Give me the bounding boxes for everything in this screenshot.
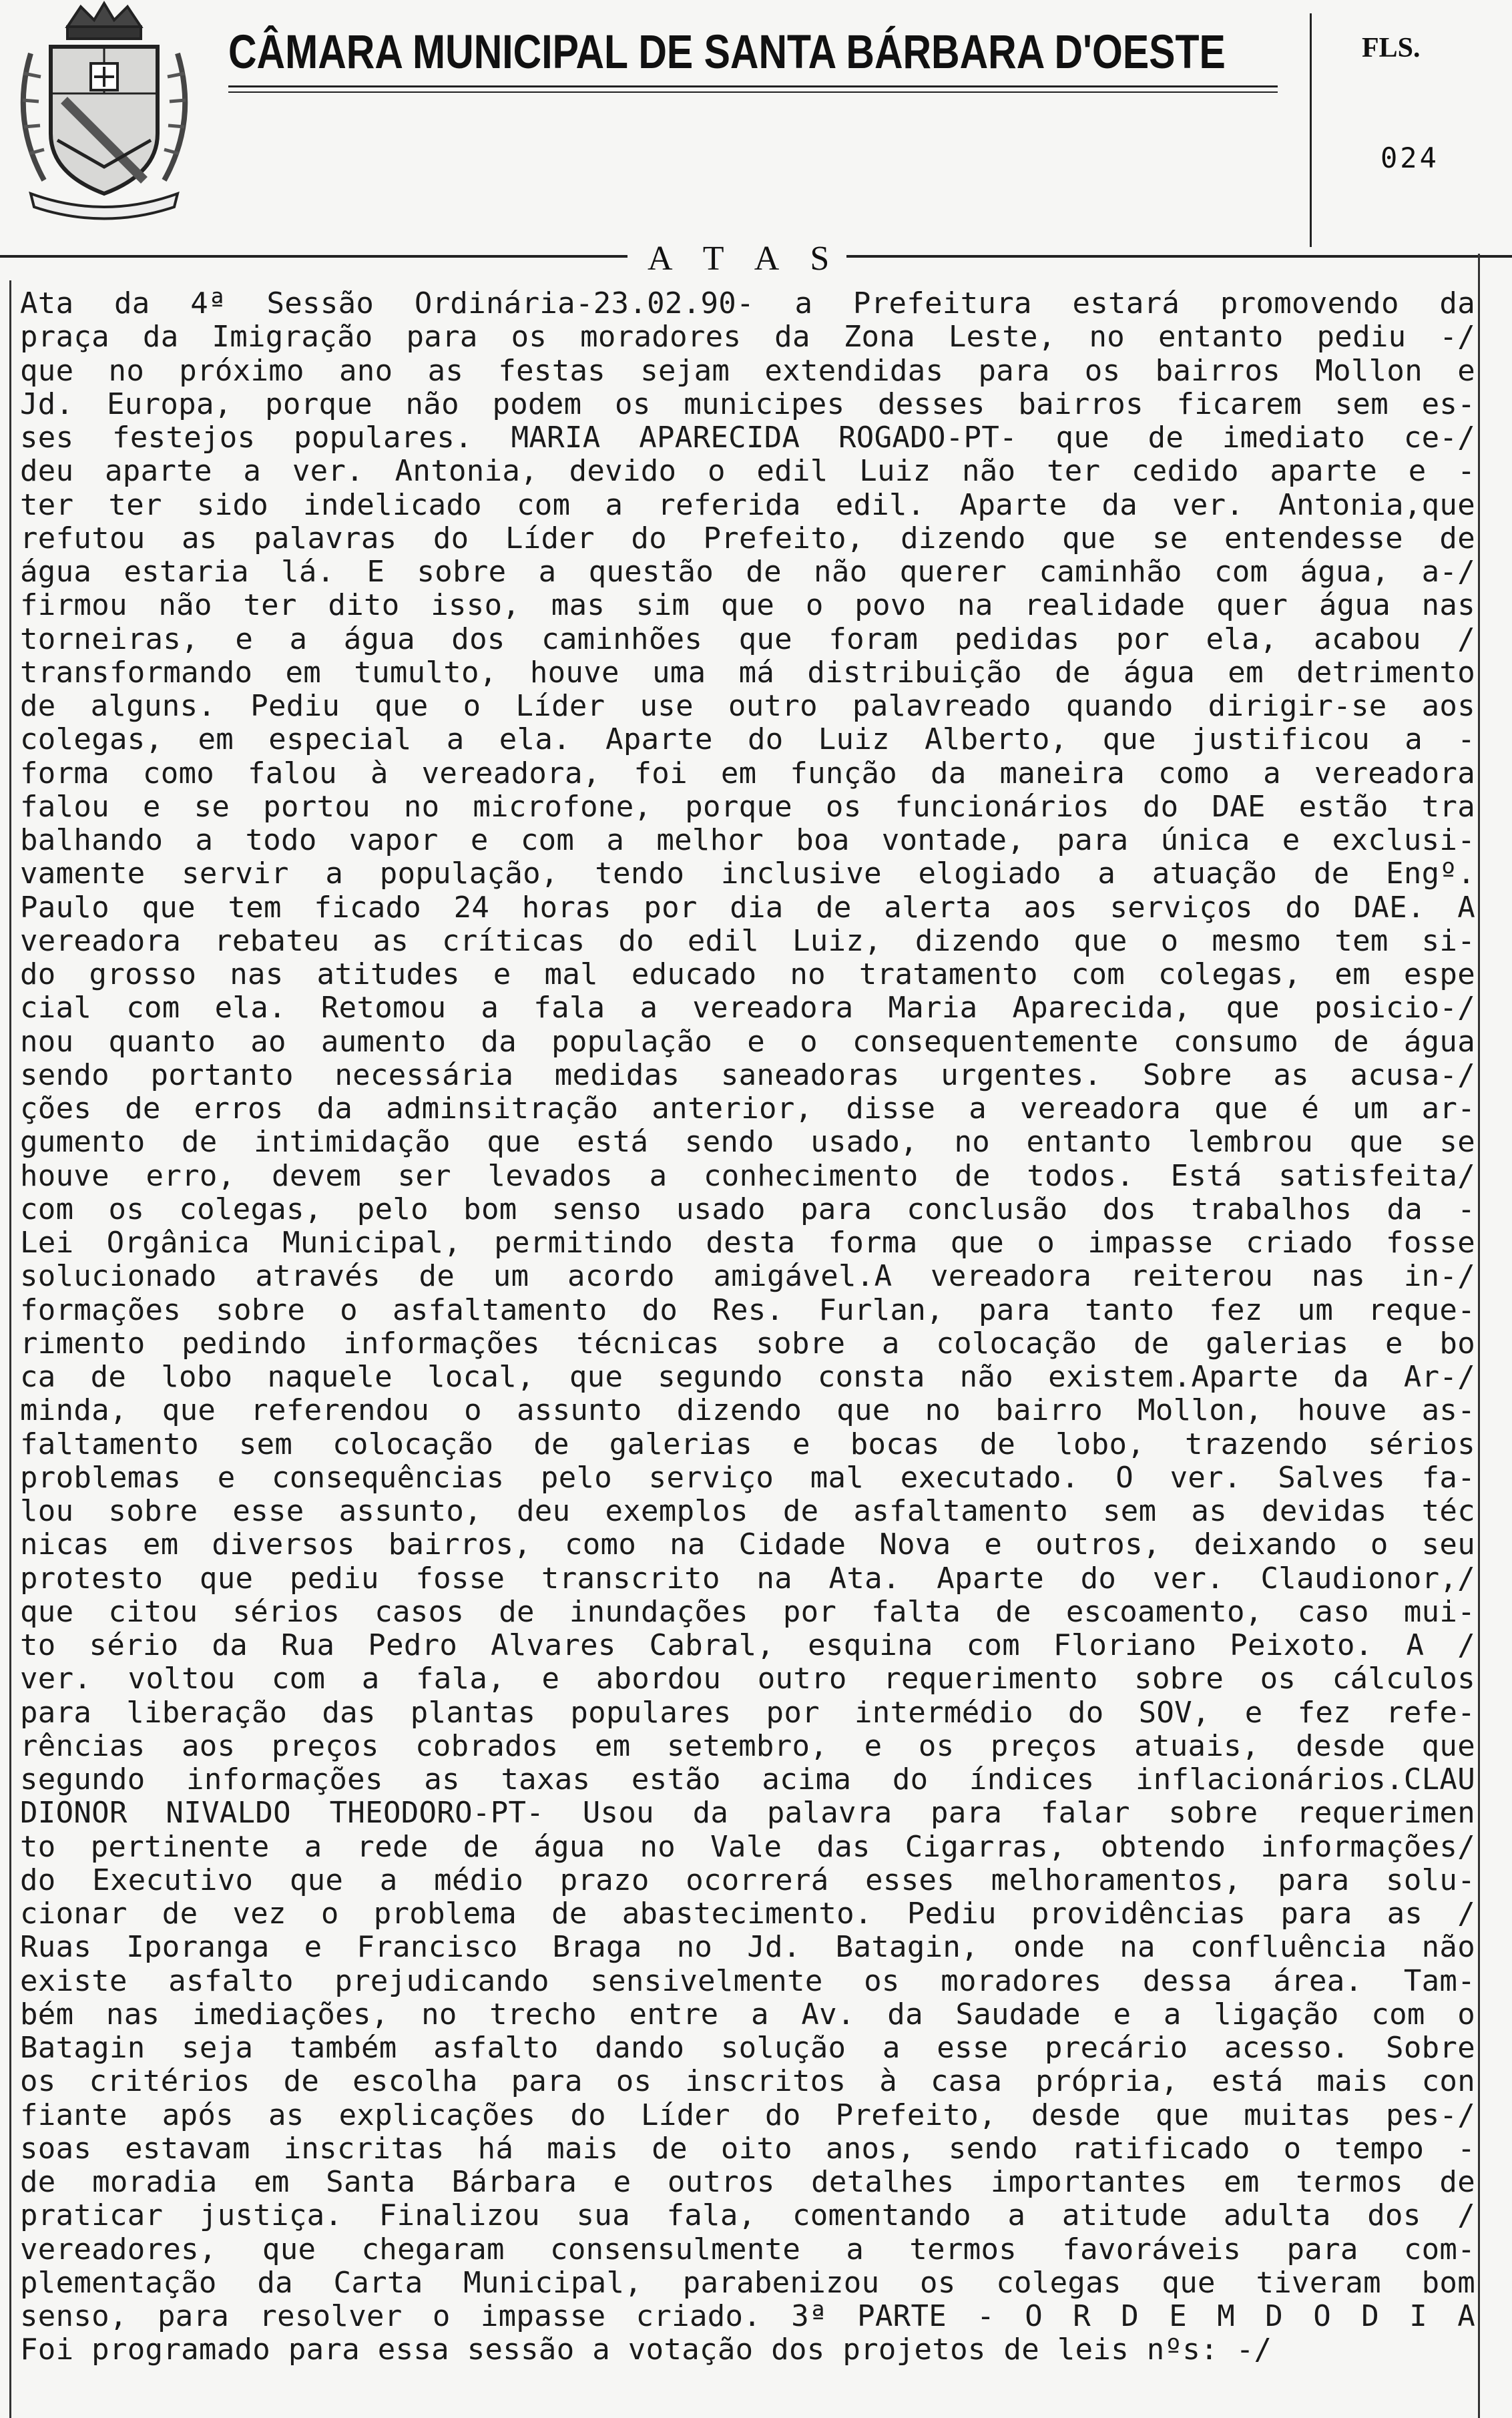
text-line: forma como falou à vereadora, foi em função da maneira como a vereadora — [20, 756, 1475, 790]
text-line: vereadora rebateu as críticas do edil Luiz, dizendo que o mesmo tem si- — [20, 924, 1475, 958]
text-line: fiante após as explicações do Líder do Prefeito, desde que muitas pes-/ — [20, 2098, 1475, 2132]
text-line: Ata da 4ª Sessão Ordinária-23.02.90- a Prefeitura estará promovendo da — [20, 287, 1475, 320]
section-title: A T A S — [648, 240, 842, 278]
text-line: praça da Imigração para os moradores da Zona Leste, no entanto pediu -/ — [20, 320, 1475, 354]
text-line: torneiras, e a água dos caminhões que foram pedidas por ela, acabou / — [20, 622, 1475, 656]
text-line: de alguns. Pediu que o Líder use outro palavreado quando dirigir-se aos — [20, 690, 1475, 723]
text-line: sendo portanto necessária medidas saneadoras urgentes. Sobre as acusa-/ — [20, 1058, 1475, 1092]
text-line: ca de lobo naquele local, que segundo consta não existem.Aparte da Ar-/ — [20, 1361, 1475, 1394]
text-line: to sério da Rua Pedro Alvares Cabral, esquina com Floriano Peixoto. A / — [20, 1629, 1475, 1662]
text-line: Paulo que tem ficado 24 horas por dia de alerta aos serviços do DAE. A — [20, 891, 1475, 925]
text-line: Lei Orgânica Municipal, permitindo desta forma que o impasse criado fosse — [20, 1226, 1475, 1260]
text-line: os critérios de escolha para os inscritos à casa própria, está mais con — [20, 2065, 1475, 2099]
text-line: plementação da Carta Municipal, parabenizou os colegas que tiveram bom — [20, 2266, 1475, 2300]
text-line: com os colegas, pelo bom senso usado para conclusão dos trabalhos da - — [20, 1192, 1475, 1226]
text-line: Batagin seja também asfalto dando solução a esse precário acesso. Sobre — [20, 2031, 1475, 2065]
text-line: colegas, em especial a ela. Aparte do Luiz Alberto, que justificou a - — [20, 723, 1475, 757]
text-line: rências aos preços cobrados em setembro, e os preços atuais, desde que — [20, 1729, 1475, 1763]
section-rule-left — [0, 255, 627, 258]
text-line: soas estavam inscritas há mais de oito anos, sendo ratificado o tempo - — [20, 2132, 1475, 2166]
text-line: de moradia em Santa Bárbara e outros detalhes importantes em termos de — [20, 2166, 1475, 2199]
text-line: ter ter sido indelicado com a referida edil. Aparte da ver. Antonia,que — [20, 488, 1475, 522]
text-line: para liberação das plantas populares por intermédio do SOV, e fez refe- — [20, 1696, 1475, 1730]
text-line: ses festejos populares. MARIA APARECIDA ROGADO-PT- que de imediato ce-/ — [20, 421, 1475, 455]
text-line: água estaria lá. E sobre a questão de não querer caminhão com água, a-/ — [20, 555, 1475, 589]
text-line: nou quanto ao aumento da população e o consequentemente consumo de água — [20, 1025, 1475, 1059]
minutes-body — [20, 287, 1475, 2367]
text-line: bém nas imediações, no trecho entre a Av. da Saudade e a ligação com o — [20, 1997, 1475, 2031]
text-line: refutou as palavras do Líder do Prefeito, dizendo que se entendesse de — [20, 521, 1475, 555]
text-line: DIONOR NIVALDO THEODORO-PT- Usou da palavra para falar sobre requerimen — [20, 1796, 1475, 1831]
text-line: ver. voltou com a fala, e abordou outro requerimento sobre os cálculos — [20, 1662, 1475, 1696]
text-line: faltamento sem colocação de galerias e bocas de lobo, trazendo sérios — [20, 1427, 1475, 1461]
text-line: solucionado através de um acordo amigável.A vereadora reiterou nas in-/ — [20, 1260, 1475, 1294]
text-line: transformando em tumulto, houve uma má distribuição de água em detrimento — [20, 656, 1475, 690]
chamber-title: CÂMARA MUNICIPAL DE SANTA BÁRBARA D'OESTE — [228, 26, 1226, 79]
text-line: houve erro, devem ser levados a conhecimento de todos. Está satisfeita/ — [20, 1159, 1475, 1193]
text-line: do grosso nas atitudes e mal educado no tratamento com colegas, em espe — [20, 958, 1475, 991]
text-line: que citou sérios casos de inundações por falta de escoamento, caso mui- — [20, 1595, 1475, 1629]
text-line: balhando a todo vapor e com a melhor boa vontade, para única e exclusi- — [20, 824, 1475, 857]
text-line: minda, que referendou o assunto dizendo que no bairro Mollon, houve as- — [20, 1394, 1475, 1428]
text-line: to pertinente a rede de água no Vale das Cigarras, obtendo informações/ — [20, 1830, 1475, 1864]
text-line: que no próximo ano as festas sejam extendidas para os bairros Mollon e — [20, 354, 1475, 388]
text-line: senso, para resolver o impasse criado. 3ª PARTE - O R D E M D O D I A — [20, 2300, 1475, 2333]
text-line: lou sobre esse assunto, deu exemplos de asfaltamento sem as devidas téc — [20, 1495, 1475, 1528]
page-number: 024 — [1380, 142, 1439, 174]
text-line: falou e se portou no microfone, porque os funcionários do DAE estão tra — [20, 790, 1475, 824]
text-line: ções de erros da adminsitração anterior, disse a vereadora que é um ar- — [20, 1092, 1475, 1126]
text-line: existe asfalto prejudicando sensivelmente os moradores dessa área. Tam- — [20, 1964, 1475, 1998]
fls-label: FLS. — [1362, 33, 1421, 63]
text-line: nicas em diversos bairros, como na Cidade Nova e outros, deixando o seu — [20, 1528, 1475, 1562]
text-line: cionar de vez o problema de abastecimento. Pediu providências para as / — [20, 1897, 1475, 1931]
section-rule-right — [846, 255, 1512, 258]
text-line: deu aparte a ver. Antonia, devido o edil Luiz não ter cedido aparte e - — [20, 455, 1475, 489]
text-frame-left — [9, 280, 11, 2418]
text-line: cial com ela. Retomou a fala a vereadora Maria Aparecida, que posicio-/ — [20, 991, 1475, 1025]
text-line: protesto que pediu fosse transcrito na Ata. Aparte do ver. Claudionor,/ — [20, 1561, 1475, 1596]
header-separator — [1310, 13, 1312, 247]
text-line: rimento pedindo informações técnicas sobre a colocação de galerias e bo — [20, 1326, 1475, 1361]
text-line: vereadores, que chegaram consensulmente a termos favoráveis para com- — [20, 2232, 1475, 2266]
text-line: Jd. Europa, porque não podem os municipes desses bairros ficarem sem es- — [20, 387, 1475, 421]
title-underline-double — [228, 91, 1278, 93]
text-line: problemas e consequências pelo serviço mal executado. O ver. Salves fa- — [20, 1461, 1475, 1495]
text-line: firmou não ter dito isso, mas sim que o povo na realidade quer água nas — [20, 589, 1475, 623]
text-line: do Executivo que a médio prazo ocorrerá esses melhoramentos, para solu- — [20, 1863, 1475, 1897]
text-line: vamente servir a população, tendo inclusive elogiado a atuação de Engº. — [20, 857, 1475, 891]
text-frame-right — [1478, 254, 1480, 2418]
text-line: segundo informações as taxas estão acima do índices inflacionários.CLAU — [20, 1763, 1475, 1796]
text-line: gumento de intimidação que está sendo usado, no entanto lembrou que se — [20, 1126, 1475, 1160]
text-line: Ruas Iporanga e Francisco Braga no Jd. Batagin, onde na confluência não — [20, 1931, 1475, 1965]
text-line: praticar justiça. Finalizou sua fala, comentando a atitude adulta dos / — [20, 2199, 1475, 2233]
municipal-crest-emblem — [4, 0, 204, 220]
text-line: Foi programado para essa sessão a votação dos projetos de leis nºs: -/ — [20, 2333, 1272, 2367]
text-line: formações sobre o asfaltamento do Res. Furlan, para tanto fez um reque- — [20, 1293, 1475, 1327]
title-underline — [228, 85, 1278, 87]
